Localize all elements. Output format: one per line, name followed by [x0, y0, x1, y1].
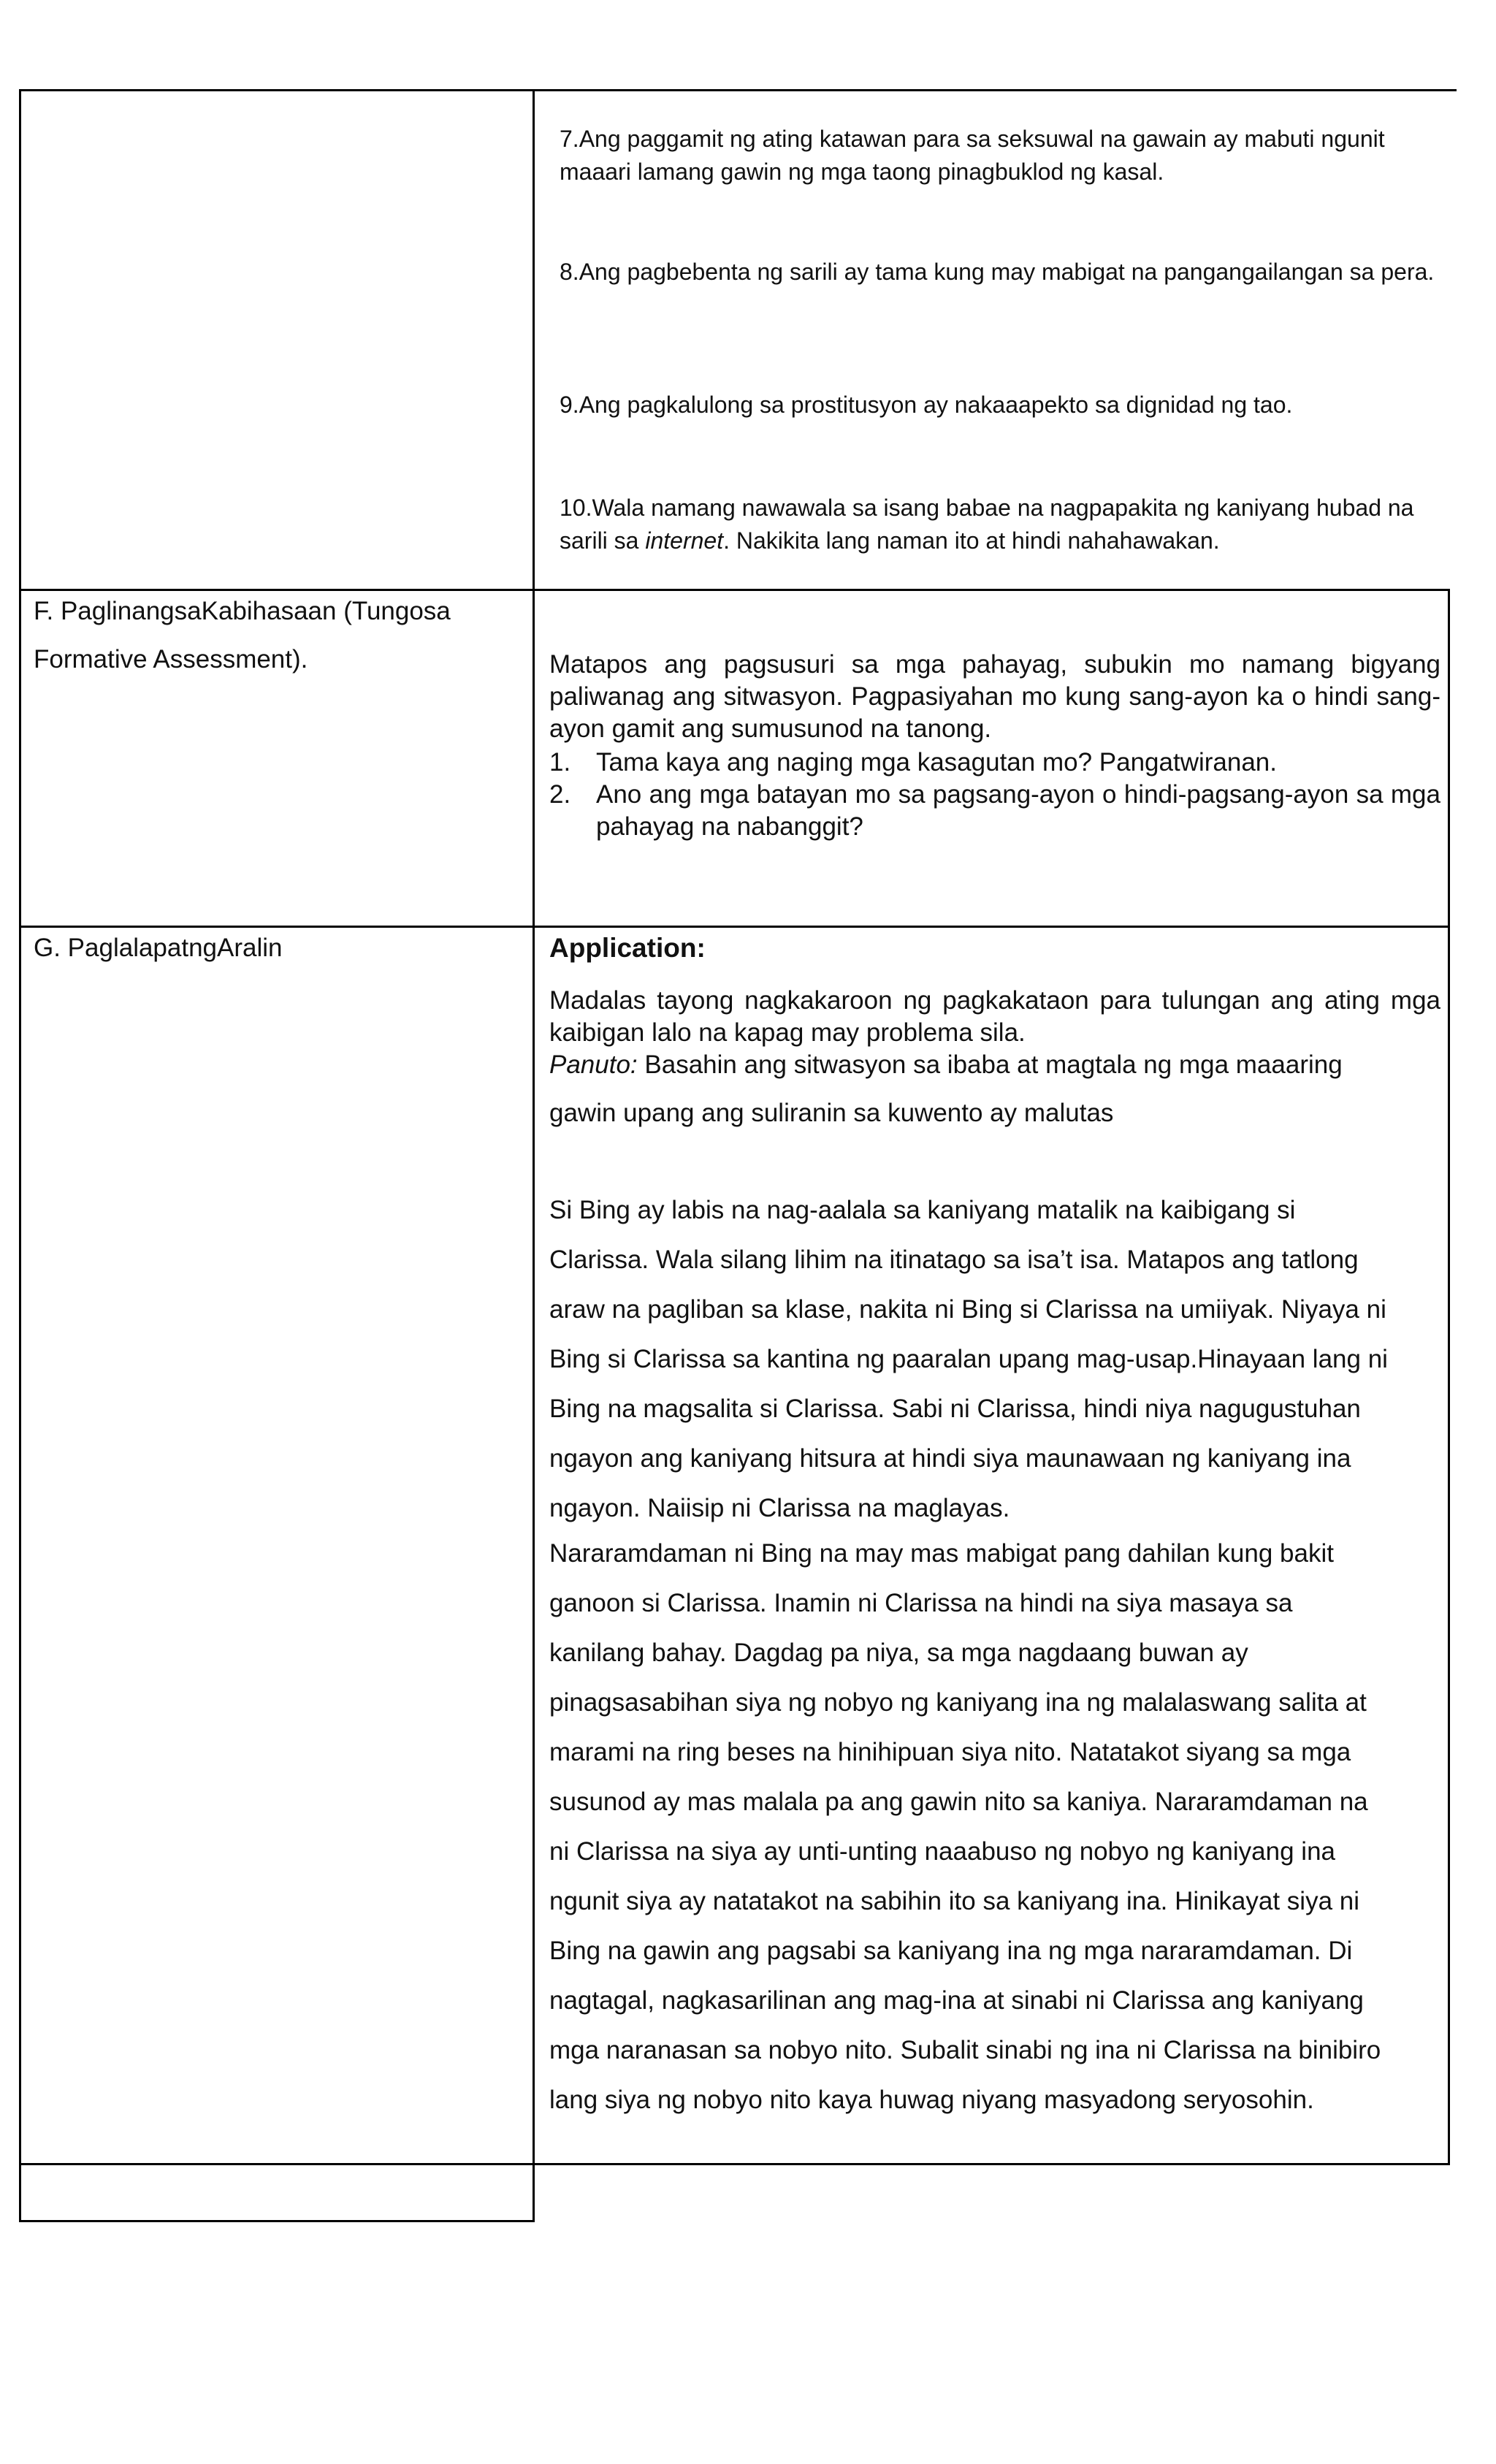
table-left-border — [19, 89, 21, 2222]
column-divider — [533, 89, 535, 2222]
row-f-label-line2: Formative Assessment). — [34, 645, 308, 674]
row-f-questions — [549, 747, 1440, 843]
question-2 — [549, 779, 1440, 843]
story-line: marami na ring beses na hinihipuan siya nito. Natatakot siyang sa mga — [549, 1738, 1351, 1766]
row-f-label-line1: F. PaglinangsaKabihasaan (Tungosa — [34, 597, 451, 625]
story-line: Bing na magsalita si Clarissa. Sabi ni Clarissa, hindi niya nagugustuhan — [549, 1395, 1361, 1423]
question-2-text: Ano ang mga batayan mo sa pagsang-ayon o hindi-pagsang-ayon sa mga pahayag na nabanggit? — [596, 780, 1440, 841]
statement-7: 7.Ang paggamit ng ating katawan para sa seksuwal na gawain ay mabuti ngunit maaari lamang gawin ng mga taong pinagbuklod ng kasal. — [560, 126, 1385, 185]
panuto-line-2: gawin upang ang suliranin sa kuwento ay malutas — [549, 1099, 1114, 1127]
story-line: ngunit siya ay natatakot na sabihin ito sa kaniyang ina. Hinikayat siya ni — [549, 1887, 1359, 1915]
question-1-number: 1. — [549, 748, 571, 777]
statement-8: 8.Ang pagbebenta ng sarili ay tama kung may mabigat na pangangailangan sa pera. — [560, 259, 1435, 285]
story-line: lang siya ng nobyo nito kaya huwag niyang masyadong seryosohin. — [549, 2086, 1314, 2114]
story-line: araw na pagliban sa klase, nakita ni Bing si Clarissa na umiiyak. Niyaya ni — [549, 1295, 1386, 1324]
story-line: Bing si Clarissa sa kantina ng paaralan upang mag-usap.Hinayaan lang ni — [549, 1345, 1388, 1373]
story-line: mga naranasan sa nobyo nito. Subalit sinabi ng ina ni Clarissa na binibiro — [549, 2036, 1381, 2064]
statement-10 — [560, 492, 1443, 557]
question-1 — [549, 747, 1440, 779]
table-top-border — [19, 89, 1457, 91]
row-g-label: G. PaglalapatngAralin — [34, 934, 283, 962]
application-heading: Application: — [549, 933, 706, 963]
story-line: ganoon si Clarissa. Inamin ni Clarissa na hindi na siya masaya sa — [549, 1589, 1293, 1617]
story-line: Si Bing ay labis na nag-aalala sa kaniyang matalik na kaibigang si — [549, 1196, 1296, 1224]
application-intro: Madalas tayong nagkakaroon ng pagkakataon para tulungan ang ating mga kaibigan lalo na kapag may problema sila. — [549, 986, 1440, 1047]
panuto-line — [549, 1049, 1440, 1081]
empty-row-cell — [21, 2165, 533, 2220]
statement-9: 9.Ang pagkalulong sa prostitusyon ay nakaaapekto sa dignidad ng tao. — [560, 392, 1293, 418]
statement-10-text-a: 10.Wala namang nawawala sa isang babae na nagpapakita ng kaniyang hubad na sarili sa — [560, 495, 1414, 554]
table-right-border-lower — [1448, 589, 1450, 2164]
table-bottom-border — [19, 2220, 535, 2222]
story-line: Bing na gawin ang pagsabi sa kaniyang ina ng mga nararamdaman. Di — [549, 1937, 1353, 1965]
story-line: ni Clarissa na siya ay unti-unting naaabuso ng nobyo ng kaniyang ina — [549, 1837, 1335, 1866]
story-line: nagtagal, nagkasarilinan ang mag-ina at sinabi ni Clarissa ang kaniyang — [549, 1986, 1364, 2015]
story-line: pinagsasabihan siya ng nobyo ng kaniyang ina ng malalaswang salita at — [549, 1688, 1367, 1717]
statement-10-italic: internet — [645, 527, 724, 554]
panuto-label: Panuto: — [549, 1050, 638, 1079]
question-1-text: Tama kaya ang naging mga kasagutan mo? Pangatwiranan. — [596, 748, 1277, 777]
story-line: ngayon. Naiisip ni Clarissa na maglayas. — [549, 1494, 1010, 1522]
statement-10-text-b: . Nakikita lang naman ito at hindi nahahawakan. — [723, 527, 1220, 554]
question-2-number: 2. — [549, 780, 571, 809]
row-f-intro: Matapos ang pagsusuri sa mga pahayag, subukin mo namang bigyang paliwanag ang sitwasyon. Pagpasiyahan mo kung sang-ayon ka o hindi sang-ayon gamit ang sumusunod na tanong. — [549, 650, 1440, 743]
story-line: Nararamdaman ni Bing na may mas mabigat pang dahilan kung bakit — [549, 1539, 1334, 1568]
story-line: ngayon ang kaniyang hitsura at hindi siya maunawaan ng kaniyang ina — [549, 1444, 1351, 1473]
story-line: Clarissa. Wala silang lihim na itinatago sa isa’t isa. Matapos ang tatlong — [549, 1246, 1359, 1274]
panuto-text: Basahin ang sitwasyon sa ibaba at magtala ng mga maaaring — [637, 1050, 1343, 1079]
story-line: susunod ay mas malala pa ang gawin nito sa kaniya. Nararamdaman na — [549, 1788, 1368, 1816]
story-line: kanilang bahay. Dagdag pa niya, sa mga nagdaang buwan ay — [549, 1639, 1248, 1667]
